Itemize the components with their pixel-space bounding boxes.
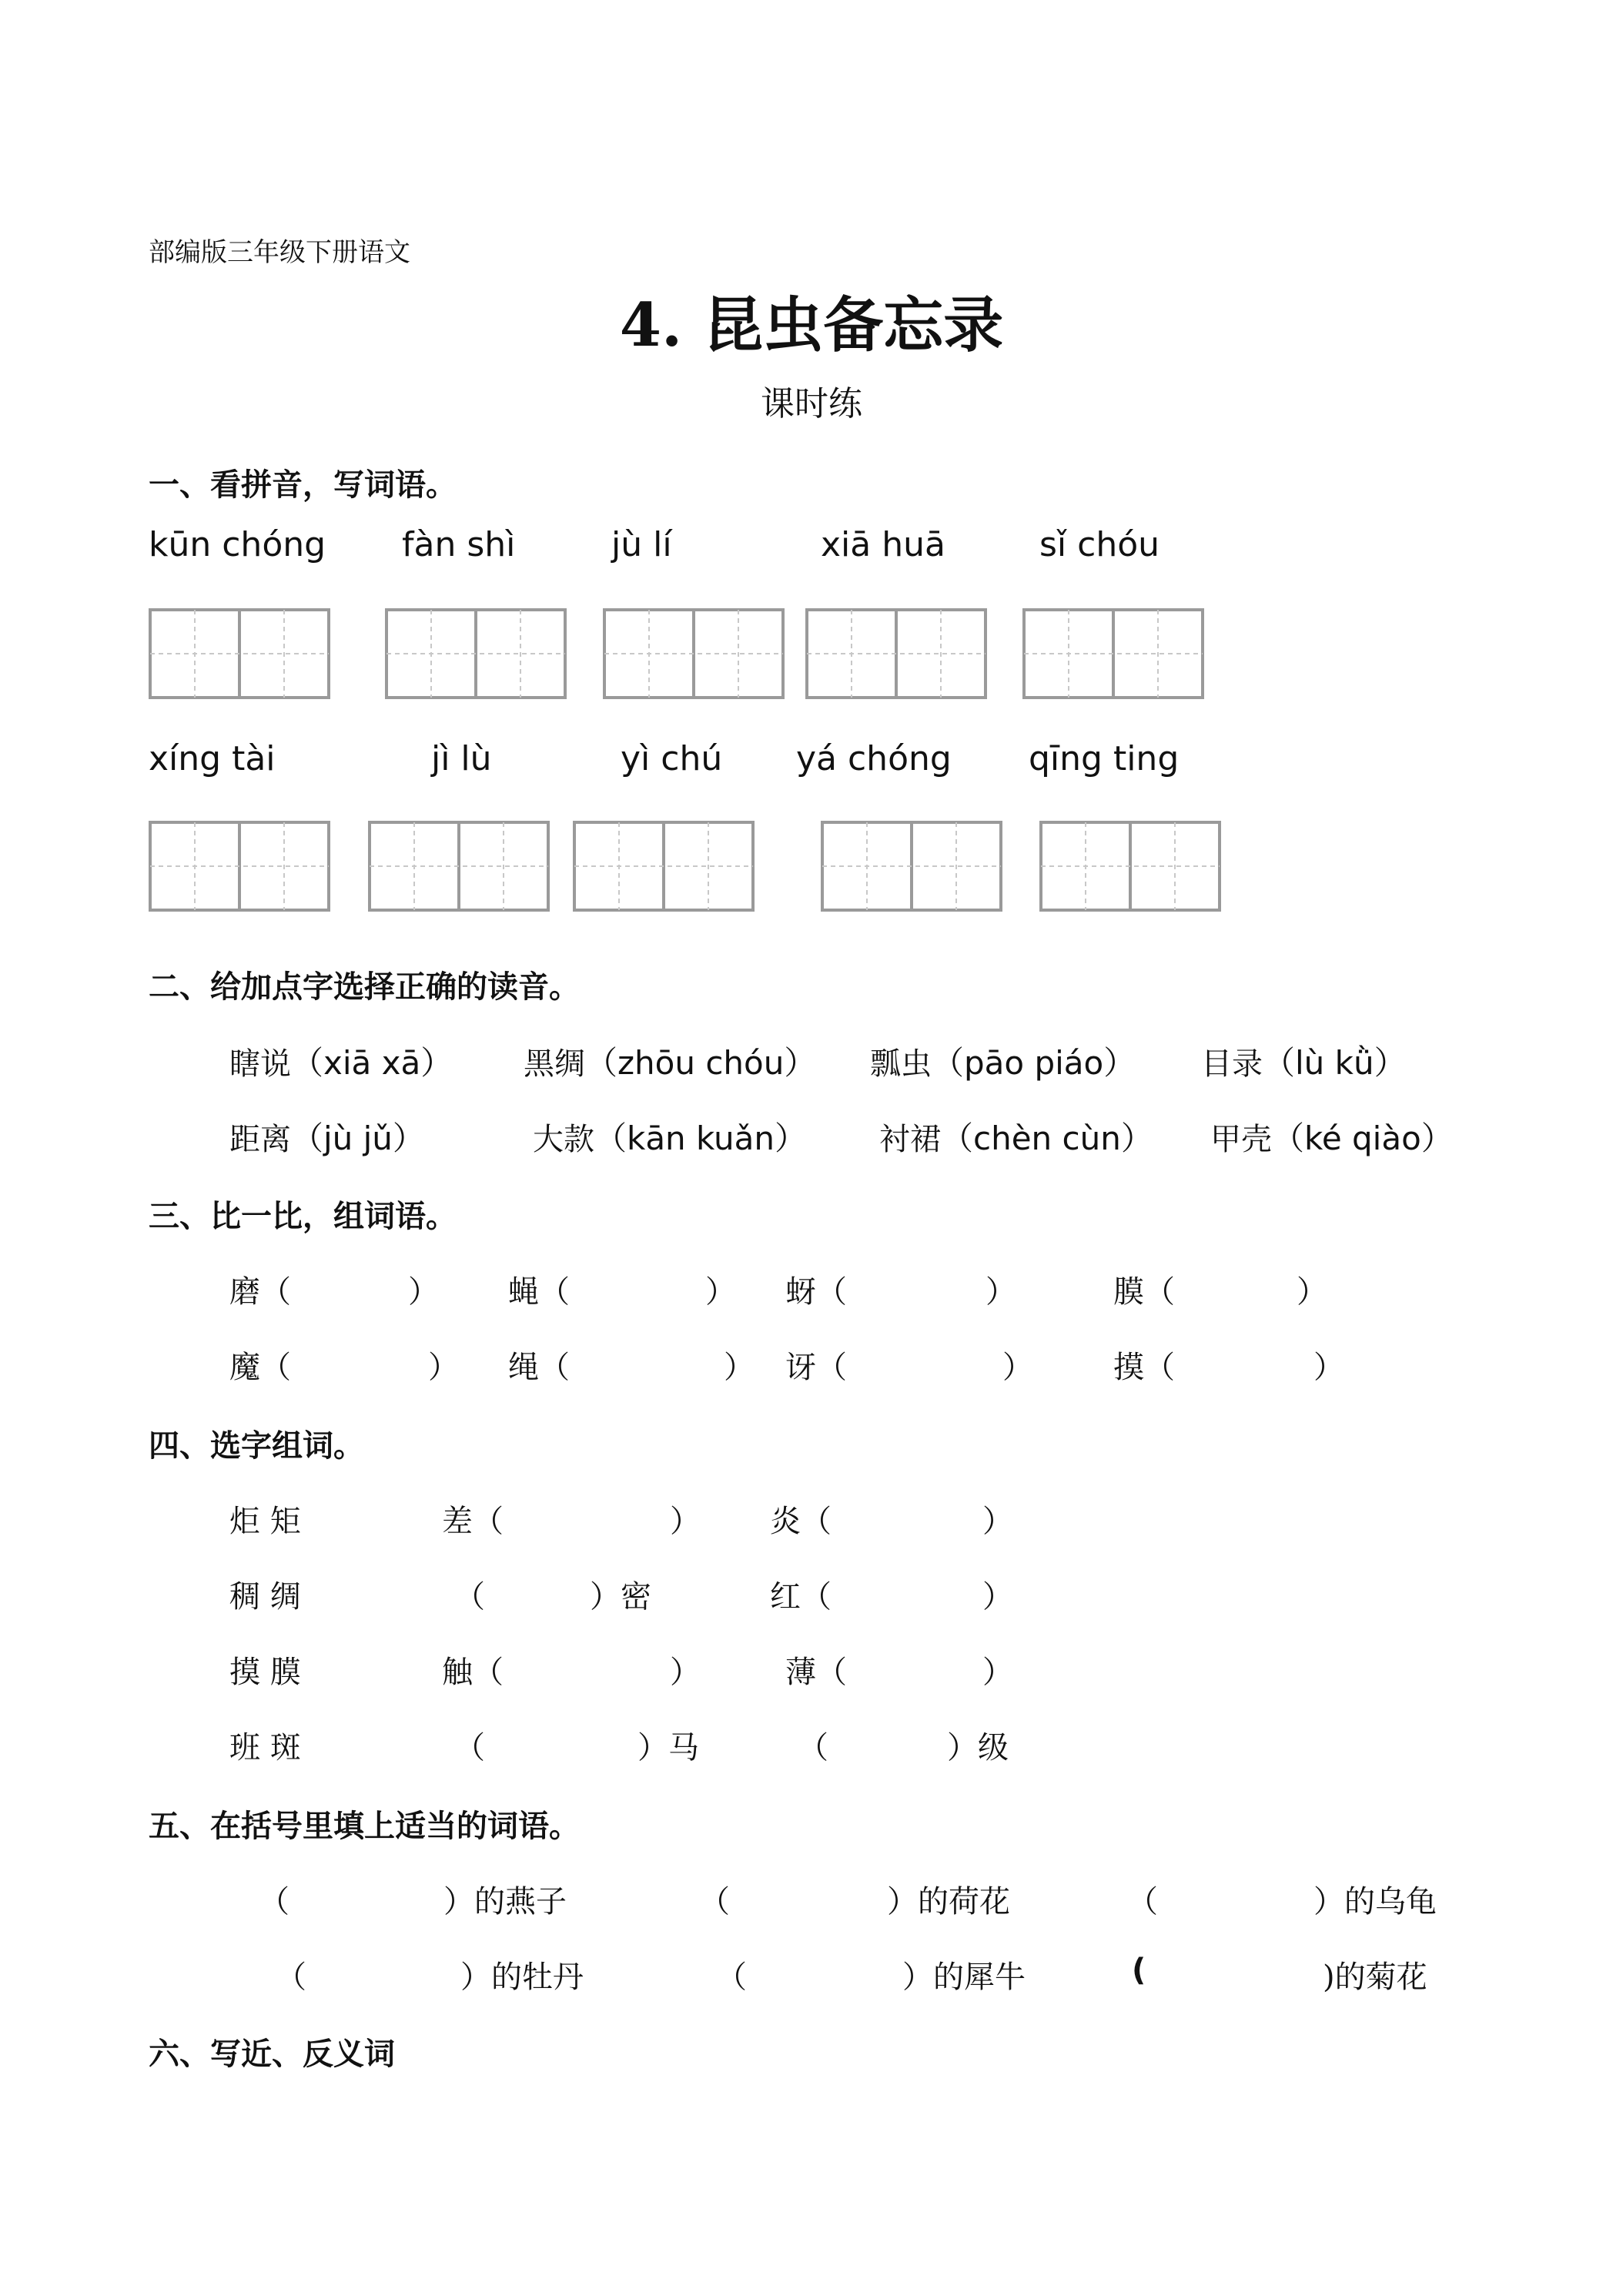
page-title: 4. 昆虫备忘录 — [619, 290, 1004, 360]
blank-open[interactable]: （ — [798, 1730, 828, 1766]
blank-close[interactable]: ） — [670, 1504, 701, 1539]
blank-close[interactable]: ） — [982, 1655, 1013, 1690]
compare-char: 蝇（ — [508, 1274, 570, 1310]
pinyin-2-5: qīng ting — [1029, 739, 1180, 778]
blank-open[interactable]: （ — [454, 1579, 485, 1615]
pinyin-2-3: yì chú — [621, 739, 723, 778]
pinyin-2-2: jì lù — [431, 739, 492, 778]
pinyin-1-4: xiā huā — [821, 525, 945, 564]
compare-char: 摸（ — [1113, 1350, 1175, 1385]
reading-item: 大款（kān kuǎn） — [533, 1120, 808, 1157]
blank-open[interactable]: （ — [716, 1960, 747, 1995]
reading-item: 甲壳（ké qiào） — [1210, 1120, 1454, 1157]
phrase: ）的乌龟 — [1313, 1884, 1437, 1919]
compare-char: 绳（ — [508, 1350, 570, 1385]
writing-grid[interactable] — [149, 608, 330, 699]
compare-char: 讶（ — [785, 1350, 847, 1385]
writing-grid[interactable] — [603, 608, 785, 699]
blank-open[interactable]: （ — [276, 1960, 306, 1995]
section-1-heading: 一、看拼音，写词语。 — [149, 467, 457, 503]
writing-grid[interactable] — [1039, 821, 1221, 912]
reading-item: 衬裙（chèn cùn） — [879, 1120, 1153, 1157]
writing-grid[interactable] — [573, 821, 755, 912]
blank-close[interactable]: ）级 — [947, 1730, 1009, 1766]
section-4-heading: 四、选字组词。 — [149, 1427, 364, 1464]
pinyin-1-2: fàn shì — [402, 525, 516, 564]
blank-open[interactable]: 差（ — [442, 1504, 504, 1539]
writing-grid[interactable] — [385, 608, 567, 699]
pinyin-1-5: sǐ chóu — [1039, 525, 1160, 564]
phrase: ）的牡丹 — [460, 1960, 584, 1995]
pinyin-1-1: kūn chóng — [149, 525, 326, 564]
pinyin-2-1: xíng tài — [149, 739, 276, 778]
section-6-heading: 六、写近、反义词 — [149, 2036, 395, 2072]
phrase: )的菊花 — [1323, 1960, 1427, 1995]
page-subtitle: 课时练 — [761, 384, 862, 423]
phrase: ）的燕子 — [443, 1884, 567, 1919]
blank-close[interactable]: ） — [670, 1655, 701, 1690]
char-options: 炬 矩 — [229, 1504, 301, 1539]
blank-open[interactable]: 触（ — [442, 1655, 504, 1690]
blank-open[interactable]: 薄（ — [785, 1655, 847, 1690]
blank-close[interactable]: ）马 — [637, 1730, 699, 1766]
blank-close[interactable]: ） — [1002, 1350, 1033, 1385]
blank-close[interactable]: ） — [986, 1274, 1016, 1310]
pinyin-2-4: yá chóng — [796, 739, 952, 778]
compare-char: 膜（ — [1113, 1274, 1175, 1310]
blank-open[interactable]: 红（ — [770, 1579, 832, 1615]
reading-item: 黑绸（zhōu chóu） — [524, 1044, 817, 1082]
writing-grid[interactable] — [368, 821, 550, 912]
blank-close[interactable]: ） — [982, 1504, 1013, 1539]
compare-char: 魔（ — [229, 1350, 291, 1385]
section-5-heading: 五、在括号里填上适当的词语。 — [149, 1808, 580, 1844]
blank-close[interactable]: ） — [724, 1350, 755, 1385]
pinyin-1-3: jù lí — [611, 525, 672, 564]
writing-grid[interactable] — [1022, 608, 1204, 699]
reading-item: 瞎说（xiā xā） — [229, 1044, 453, 1082]
section-2-heading: 二、给加点字选择正确的读音。 — [149, 969, 580, 1005]
compare-char: 磨（ — [229, 1274, 291, 1310]
blank-close[interactable]: ） — [408, 1274, 439, 1310]
section-3-heading: 三、比一比，组词语。 — [149, 1198, 457, 1234]
blank-close[interactable]: ） — [1297, 1274, 1327, 1310]
blank-close[interactable]: ） — [428, 1350, 459, 1385]
phrase: ）的荷花 — [887, 1884, 1010, 1919]
char-options: 稠 绸 — [229, 1579, 301, 1615]
char-options: 班 斑 — [229, 1730, 301, 1766]
writing-grid[interactable] — [805, 608, 987, 699]
header-label: 部编版三年级下册语文 — [149, 237, 410, 268]
reading-item: 目录（lù kǜ） — [1201, 1044, 1407, 1082]
blank-open[interactable]: ( — [1132, 1953, 1146, 1988]
phrase: ）的犀牛 — [902, 1960, 1026, 1995]
blank-open[interactable]: （ — [259, 1884, 289, 1919]
blank-close[interactable]: ） — [1313, 1350, 1344, 1385]
compare-char: 蚜（ — [785, 1274, 847, 1310]
reading-item: 距离（jù jǔ） — [229, 1120, 425, 1157]
writing-grid[interactable] — [149, 821, 330, 912]
blank-open[interactable]: （ — [1127, 1884, 1158, 1919]
char-options: 摸 膜 — [229, 1655, 301, 1690]
blank-open[interactable]: 炎（ — [770, 1504, 832, 1539]
reading-item: 瓢虫（pāo piáo） — [870, 1044, 1136, 1082]
blank-close[interactable]: ）密 — [590, 1579, 651, 1615]
blank-close[interactable]: ） — [982, 1579, 1013, 1615]
writing-grid[interactable] — [821, 821, 1002, 912]
blank-open[interactable]: （ — [699, 1884, 730, 1919]
blank-open[interactable]: （ — [454, 1730, 485, 1766]
blank-close[interactable]: ） — [705, 1274, 736, 1310]
